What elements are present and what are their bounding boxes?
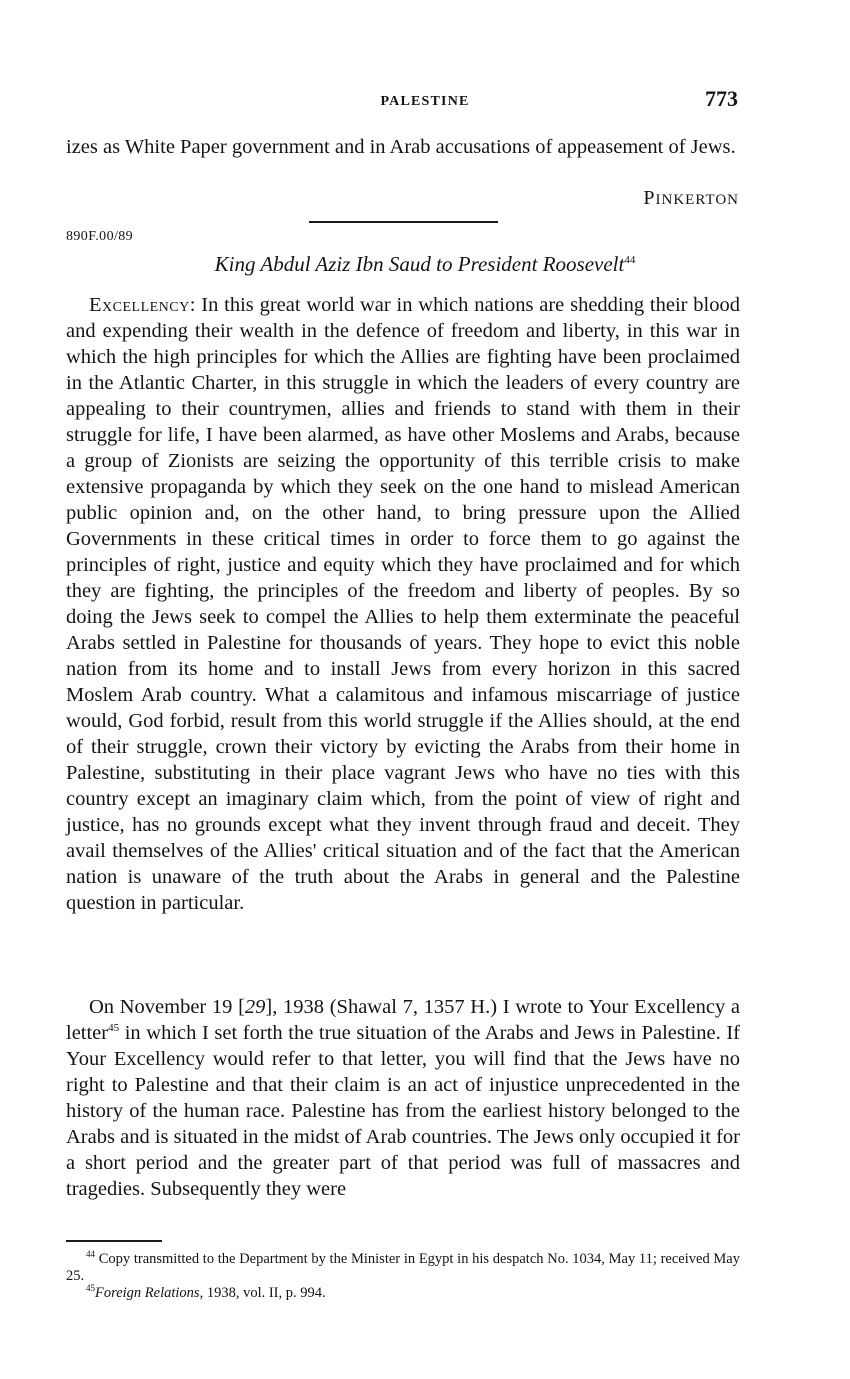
footnote-45 [66,1285,740,1302]
date-correction: 29 [244,996,266,1018]
footnote-text: , 1938, vol. II, p. 994. [199,1285,326,1301]
footnote-source-title: Foreign Relations [95,1285,200,1301]
paragraph-2-text-a: On November 19 [ [89,996,245,1018]
signature-rest: INKERTON [655,192,739,208]
body-paragraph-2 [66,994,740,1202]
letter-footnote-mark: 45 [108,1022,120,1035]
lead-paragraph: izes as White Paper government and in Arab accusations of appeasement of Jews. [66,136,736,158]
document-title [0,252,850,277]
paragraph-1-text: In this great world war in which nations are shedding their blood and expending their wealth in the defence of freedom and liberty, in this war in which the high principles for which the Allies are fighting have been proclaimed in the Atlantic Charter, in this struggle in which the leaders of every country are appealing to their countrymen, allies and friends to stand with them in their struggle for life, I have been alarmed, as have other Moslems and Arabs, because a group of Zionists are seizing the opportunity of this terrible crisis to make extensive propaganda by which they seek on the one hand to mislead American public opinion and, on the other hand, to bring pressure upon the Allied Governments in these critical times in order to force them to go against the principles of right, justice and equity which they have proclaimed and for which they are fighting, the principles of the freedom and liberty of peoples. By so doing the Jews seek to compel the Allies to help them exterminate the peaceful Arabs settled in Palestine for thousands of years. They hope to evict this noble nation from its home and to install Jews from every horizon in this sacred Moslem Arab country. What a calamitous and infamous miscarriage of justice would, God forbid, result from this world struggle if the Allies should, at the end of their struggle, crown their victory by evicting the Arabs from their home in Palestine, substituting in their place vagrant Jews who have no ties with this country except an imaginary claim which, from the point of view of right and justice, has no grounds except what they invent through fraud and deceit. They avail themselves of the Allies' critical situation and of the fact that the American nation is unaware of the truth about the Arabs in general and the Palestine question in particular. [66,294,740,914]
body-paragraph-1 [66,292,740,916]
salutation: Excellency [89,294,190,316]
salutation-separator: : [189,294,196,316]
signature-initial: P [643,187,656,209]
footnote-mark: 44 [86,1249,95,1260]
paragraph-2-text-c: in which I set forth the true situation of the Arabs and Jews in Palestine. If Your Excellency would refer to that letter, you will find that the Jews have no right to Palestine and that their claim is an act of injustice unprecedented in the history of the human race. Palestine has from the earliest history belonged to the Arabs and is situated in the midst of Arab countries. The Jews only occupied it for a short period and the greater part of that period was full of massacres and tragedies. Subsequently they were [66,1022,740,1200]
footnotes [66,1251,740,1302]
paragraph-2-text-b: ], 1938 (Shawal 7, 1357 H.) I wrote to Your Excellency a letter [66,996,740,1044]
document-title-text: King Abdul Aziz Ibn Saud to President Roosevelt [214,252,625,276]
footnote-text: Copy transmitted to the Department by the Minister in Egypt in his despatch No. 1034, May 11; received May 25. [66,1251,740,1284]
title-footnote-mark: 44 [624,254,636,266]
footnote-divider [66,1240,162,1242]
page-number: 773 [705,86,738,111]
running-head: PALESTINE [380,94,470,109]
signature [643,187,739,210]
footnote-mark: 45 [86,1283,95,1294]
file-reference: 890F.00/89 [66,229,134,244]
footnote-44 [66,1251,740,1285]
section-divider [309,221,498,223]
